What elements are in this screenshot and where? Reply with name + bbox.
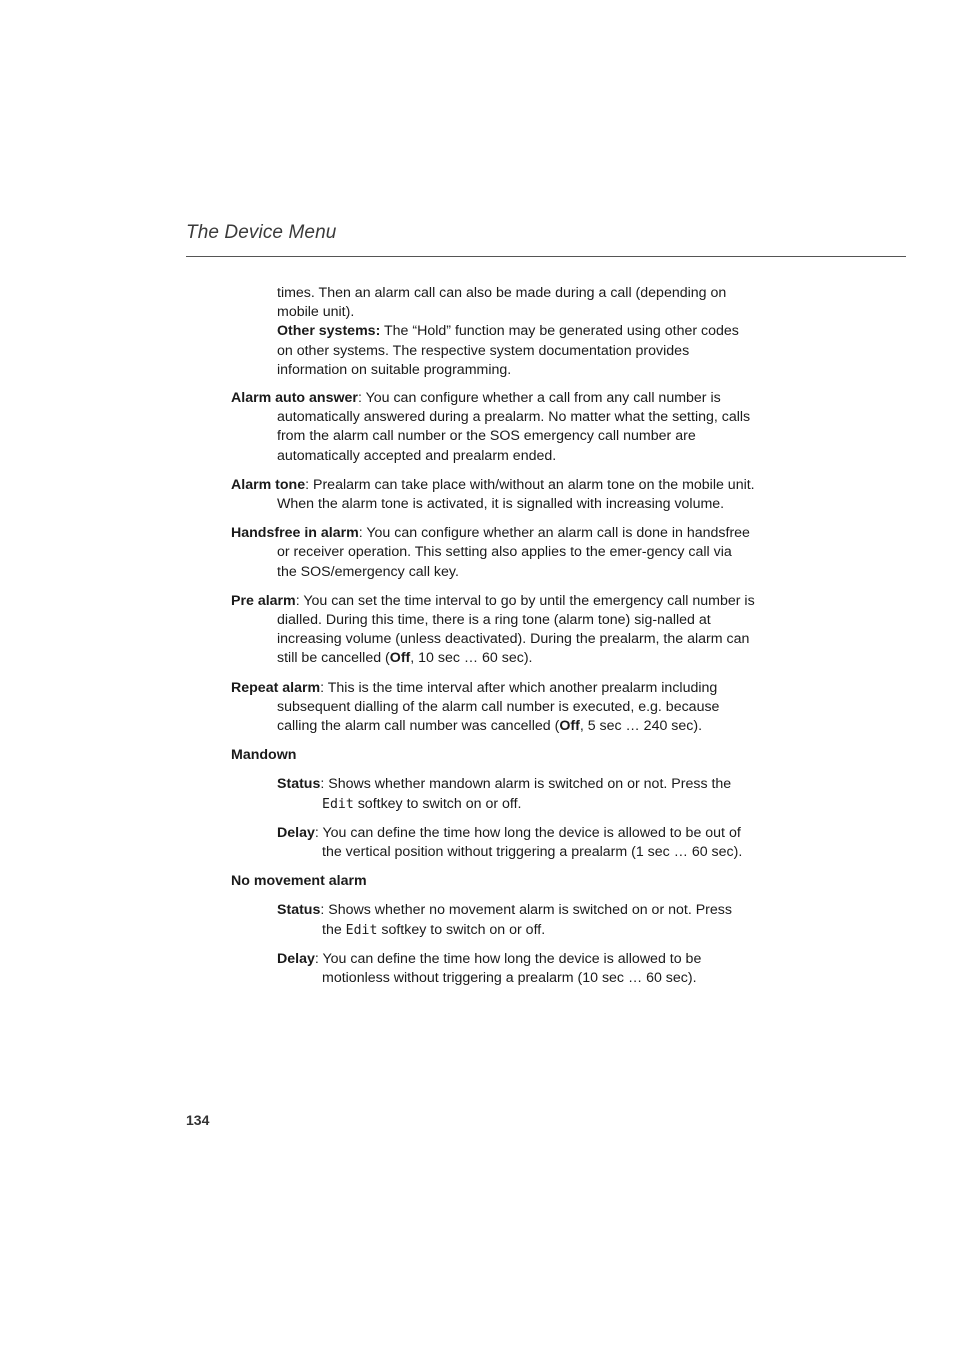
section-heading-mandown: Mandown [231, 747, 297, 764]
entry-text-end: , 10 sec … 60 sec). [410, 650, 533, 667]
off-value: Off [559, 718, 580, 735]
other-systems-paragraph [277, 322, 755, 380]
no-movement-status [277, 901, 755, 939]
other-systems-term: Other systems: [277, 323, 381, 340]
mandown-status [277, 775, 755, 813]
intro-continuation: times. Then an alarm call can also be made during a call (depending on mobile unit). [277, 285, 727, 321]
entry-term: Repeat alarm [231, 679, 321, 696]
entry-alarm-tone [231, 476, 755, 514]
sub-entry-text-end: softkey to switch on or off. [377, 921, 546, 938]
section-heading-no-movement: No movement alarm [231, 873, 367, 890]
edit-softkey-label: Edit [322, 796, 354, 812]
sub-entry-term: Delay [277, 950, 315, 967]
entry-text-end: , 5 sec … 240 sec). [579, 718, 703, 735]
sub-entry-text-end: softkey to switch on or off. [353, 795, 522, 812]
entry-repeat-alarm [231, 679, 755, 737]
entry-term: Pre alarm [231, 592, 296, 609]
sub-entry-term: Status [277, 902, 321, 919]
entry-text: : Prealarm can take place with/without an alarm tone on the mobile unit. When the alarm tone is activated, it is signalled with increasing volume. [277, 476, 755, 513]
edit-softkey-label: Edit [345, 922, 378, 938]
sub-entry-text: : You can define the time how long the device is allowed to be out of the vertical position without triggering a prealarm (1 sec … 60 sec). [314, 824, 743, 861]
mandown-delay [277, 824, 755, 862]
sub-entry-text: : You can define the time how long the device is allowed to be motionless without triggering a prealarm (10 sec … 60 sec). [314, 950, 702, 987]
entry-text: : You can configure whether a call from any call number is automatically answered during a prealarm. No matter what the setting, calls from the alarm call number or the SOS emergency call number are automatically accepted and prealarm ended. [277, 390, 751, 464]
entry-term: Handsfree in alarm [231, 525, 359, 542]
no-movement-delay [277, 950, 755, 988]
page-content [231, 284, 755, 988]
header-divider [186, 256, 906, 257]
entry-text: : You can configure whether an alarm call is done in handsfree or receiver operation. This setting also applies to the emer-gency call via the SOS/emergency call key. [277, 525, 750, 580]
entry-pre-alarm [231, 592, 755, 669]
entry-alarm-auto-answer [231, 389, 755, 466]
page-header-title: The Device Menu [186, 222, 337, 243]
sub-entry-text: : Shows whether mandown alarm is switched on or not. Press the [320, 776, 732, 793]
entry-term: Alarm auto answer [231, 390, 358, 407]
sub-entry-text: : Shows whether no movement alarm is switched on or not. Press the [320, 902, 732, 938]
sub-entry-term: Status [277, 776, 321, 793]
page-number: 134 [186, 1112, 210, 1128]
entry-term: Alarm tone [231, 476, 306, 493]
other-systems-text: The “Hold” function may be generated using other codes on other systems. The respective system documentation provides information on suitable programming. [277, 323, 739, 378]
off-value: Off [389, 650, 411, 667]
entry-text: : This is the time interval after which another prealarm including subsequent dialling of the alarm call number is executed, e.g. because calling the alarm call number was cancelled ( [277, 679, 720, 735]
entry-handsfree-in-alarm [231, 524, 755, 582]
sub-entry-term: Delay [277, 824, 315, 841]
entry-text: : You can set the time interval to go by until the emergency call number is dialled. During this time, there is a ring tone (alarm tone) sig-nalled at increasing volume (unless deactivated). During the prealarm, the alarm can still be cancelled ( [277, 592, 755, 667]
